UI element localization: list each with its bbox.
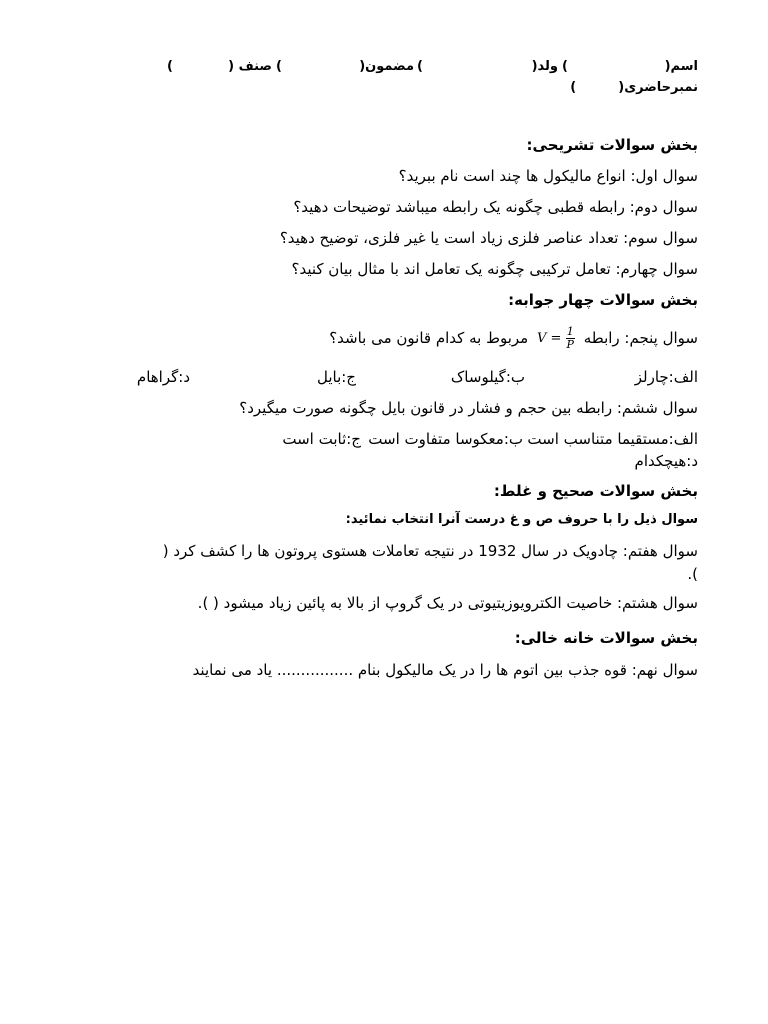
section-fill-blank-title: بخش سوالات خانه خالی:: [514, 629, 698, 647]
father-label: ولد(: [531, 59, 558, 74]
question-5-options: [98, 368, 698, 390]
attendance-label: نمبرحاضری(: [618, 80, 698, 95]
question-6: سوال ششم: رابطه بین حجم و فشار در قانون بایل چگونه صورت میگیرد؟: [239, 399, 698, 417]
q5-option-c: ج:بایل: [316, 368, 356, 386]
question-5-text-after: مربوط به کدام قانون می باشد؟: [329, 329, 529, 347]
father-close: ): [417, 59, 423, 74]
subject-close: ): [276, 59, 282, 74]
q6-option-b: ب:معکوسا متفاوت است: [368, 430, 523, 448]
formula-fraction: [566, 326, 575, 351]
formula-numerator: 1: [566, 325, 574, 338]
q5-option-b: ب:گیلوساک: [450, 368, 525, 386]
name-label: اسم(: [664, 59, 698, 74]
formula-lhs: V =: [536, 331, 562, 346]
question-6-options: [98, 430, 698, 452]
name-close: ): [562, 59, 568, 74]
class-label: صنف (: [228, 59, 272, 74]
q5-option-d: د:گراهام: [136, 368, 190, 386]
class-close: ): [167, 59, 173, 74]
attendance-close: ): [570, 80, 577, 95]
question-7-line-1: سوال هفتم: چادویک در سال 1932 در نتیجه تعاملات هستوی پروتون ها را کشف کرد (: [162, 542, 698, 560]
q6-option-d: د:هیچکدام: [634, 452, 698, 470]
question-5: [329, 326, 698, 351]
question-7-line-2: ).: [687, 565, 698, 583]
section-descriptive-title: بخش سوالات تشریحی:: [526, 136, 698, 154]
section-true-false-title: بخش سوالات صحیح و غلط:: [493, 482, 698, 500]
subject-label: مضمون(: [359, 59, 414, 74]
boyle-law-formula: [537, 326, 575, 351]
question-2: سوال دوم: رابطه قطبی چگونه یک رابطه میباشد توضیحات دهید؟: [293, 198, 698, 216]
q5-option-a: الف:چارلز: [634, 368, 698, 386]
question-5-text-before: سوال پنجم: رابطه: [583, 329, 698, 347]
formula-denominator: P: [566, 338, 574, 351]
question-4: سوال چهارم: تعامل ترکیبی چگونه یک تعامل اند با مثال بیان کنید؟: [291, 260, 698, 278]
q6-option-a: الف:مستقیما متناسب است: [527, 430, 698, 448]
attendance-line: [570, 78, 698, 98]
question-3: سوال سوم: تعداد عناصر فلزی زیاد است یا غیر فلزی، توضیح دهید؟: [279, 229, 698, 247]
q6-option-c: ج:ثابت است: [282, 430, 361, 448]
question-8: سوال هشتم: خاصیت الکترویوزیتیوتی در یک گروپ از بالا به پائین زیاد میشود ( ).: [197, 594, 698, 612]
question-9: سوال نهم: قوه جذب بین اتوم ها را در یک مالیکول بنام ................ یاد می نمایند: [192, 661, 698, 679]
student-info-row: [158, 59, 698, 77]
question-1: سوال اول: انواع مالیکول ها چند است نام ببرید؟: [398, 167, 698, 185]
true-false-instruction: سوال ذیل را با حروف ص و غ درست آنرا انتخاب نمائید:: [345, 512, 698, 527]
section-multiple-choice-title: بخش سوالات چهار جوابه:: [508, 291, 698, 309]
